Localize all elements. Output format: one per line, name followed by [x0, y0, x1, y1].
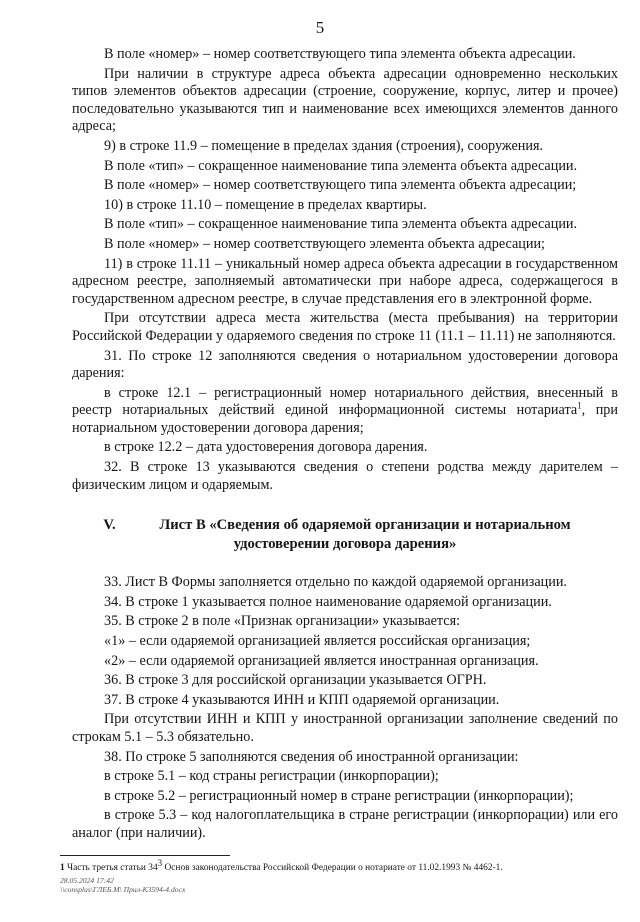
footnote-divider [60, 855, 230, 856]
paragraph: в строке 5.1 – код страны регистрации (инкорпорации); [104, 768, 439, 785]
paragraph: в строке 12.2 – дата удостоверения договора дарения. [104, 439, 428, 456]
paragraph: 11) в строке 11.11 – уникальный номер адреса объекта адресации в государственном адресном реестре, заполняемый автоматически при наборе адреса, содержащегося в государственном адресном реестре, в случае представления его в электронной форме. [72, 255, 618, 307]
print-date-stamp: 28.05.2024 17:42 [60, 876, 114, 885]
paragraph-12-1-text: в строке 12.1 – регистрационный номер нотариального действия, внесенный в реестр нотариальных действий единой информационной системы нотариата [72, 384, 618, 419]
section-title-line-2: удостоверении договора дарения» [233, 536, 457, 553]
paragraph-12-1 [72, 385, 618, 438]
paragraph: 33. Лист В Формы заполняется отдельно по каждой одаряемой организации. [104, 574, 567, 591]
section-heading [72, 516, 618, 554]
section-title-line-1: Лист В «Сведения об одаряемой организации и нотариальном [159, 517, 571, 534]
file-path-stamp: \\consplus\ГЛЕБ.М\ Прил-К3594-4.docx [60, 885, 186, 894]
paragraph: «2» – если одаряемой организацией является иностранная организация. [104, 652, 539, 669]
paragraph: В поле «тип» – сокращенное наименование типа элемента объекта адресации. [104, 216, 578, 233]
paragraph: При наличии в структуре адреса объекта адресации одновременно нескольких типов элементов объектов адресации (строение, сооружение, корпус, литер и прочее) последовательно указываются тип и наименование всех имеющихся элементов данного адреса; [72, 65, 618, 135]
section-number: V. [103, 517, 116, 534]
footnote-ref: 1 [577, 400, 582, 411]
paragraph: 34. В строке 1 указывается полное наименование одаряемой организации. [104, 593, 552, 610]
paragraph: 35. В строке 2 в поле «Признак организации» указывается: [104, 613, 461, 630]
paragraph: При отсутствии адреса места жительства (места пребывания) на территории Российской Федерации у одаряемого сведения по строке 11 (11.1 – 11.11) не заполняются. [72, 310, 618, 344]
document-body [72, 46, 618, 845]
footnote-mark: 1 [60, 863, 65, 873]
paragraph: в строке 5.3 – код налогоплательщика в стране регистрации (инкорпорации) или его аналог (при наличии). [72, 807, 618, 841]
paragraph: 10) в строке 11.10 – помещение в пределах квартиры. [104, 196, 427, 213]
paragraph: В поле «тип» – сокращенное наименование типа элемента объекта адресации. [104, 157, 578, 174]
paragraph: При отсутствии ИНН и КПП у иностранной организации заполнение сведений по строкам 5.1 – 5.3 обязательно. [72, 711, 618, 745]
footnote-text: Часть третья статьи 34 [64, 863, 158, 873]
page-number: 5 [315, 18, 325, 37]
paragraph: 32. В строке 13 указываются сведения о степени родства между дарителем – физическим лицом и одаряемым. [72, 459, 618, 493]
paragraph: В поле «номер» – номер соответствующего типа элемента объекта адресации; [104, 177, 577, 194]
paragraph: В поле «номер» – номер соответствующего элемента объекта адресации; [104, 235, 545, 252]
footnote-sup: 3 [157, 857, 163, 868]
paragraph: В поле «номер» – номер соответствующего типа элемента объекта адресации. [104, 46, 576, 62]
paragraph: 31. По строке 12 заполняются сведения о нотариальном удостоверении договора дарения: [72, 347, 618, 382]
paragraph-12-1-tail: , при нотариальном удостоверении договора дарения; [72, 402, 618, 436]
paragraph: «1» – если одаряемой организацией является российская организация; [104, 633, 531, 650]
paragraph: 9) в строке 11.9 – помещение в пределах здания (строения), сооружения. [104, 137, 544, 154]
footnote-text-tail: Основ законодательства Российской Федерации о нотариате от 11.02.1993 № 4462-1. [162, 863, 503, 873]
paragraph: в строке 5.2 – регистрационный номер в стране регистрации (инкорпорации); [104, 787, 574, 804]
paragraph: 37. В строке 4 указываются ИНН и КПП одаряемой организации. [104, 691, 500, 708]
footnote [60, 857, 630, 874]
paragraph: 36. В строке 3 для российской организации указывается ОГРН. [104, 672, 487, 689]
paragraph: 38. По строке 5 заполняются сведения об иностранной организации: [104, 748, 519, 765]
